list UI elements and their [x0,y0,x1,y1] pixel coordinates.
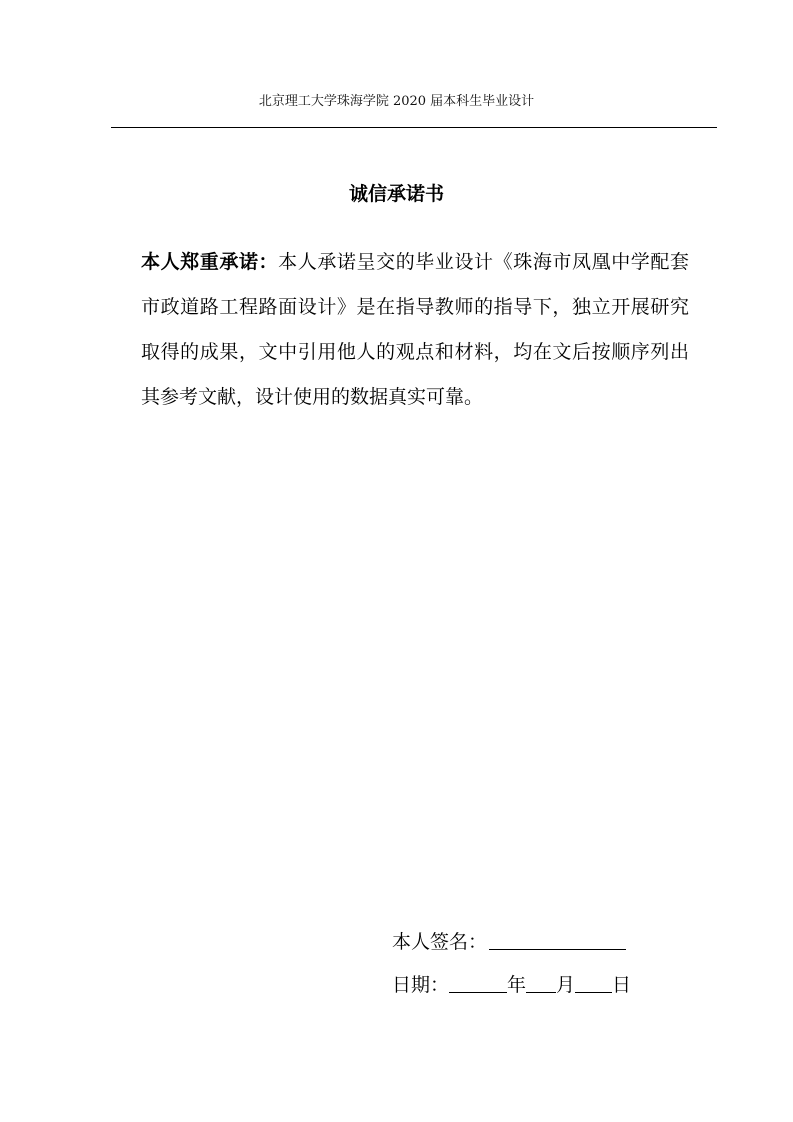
signature-row [392,927,626,955]
pledge-statement [141,240,689,420]
header-divider [111,127,717,128]
pledge-lead: 本人郑重承诺： [141,251,279,273]
date-row [392,970,631,998]
document-title: 诚信承诺书 [348,183,444,205]
signature-label: 本人签名： [392,931,488,953]
day-label: 日 [612,974,632,996]
year-blank [449,972,507,993]
month-blank [526,972,556,993]
year-label: 年 [507,974,527,996]
date-label: 日期： [392,974,450,996]
page-header: 北京理工大学珠海学院 2020 届本科生毕业设计 [258,94,535,109]
signature-blank [489,929,626,950]
day-blank [575,972,612,993]
month-label: 月 [556,974,576,996]
pledge-body: 本人承诺呈交的毕业设计《珠海市凤凰中学配套市政道路工程路面设计》是在指导教师的指导下，独立开展研究取得的成果，文中引用他人的观点和材料，均在文后按顺序列出其参考文献，设计使用的数据真实可靠。 [141,251,689,408]
